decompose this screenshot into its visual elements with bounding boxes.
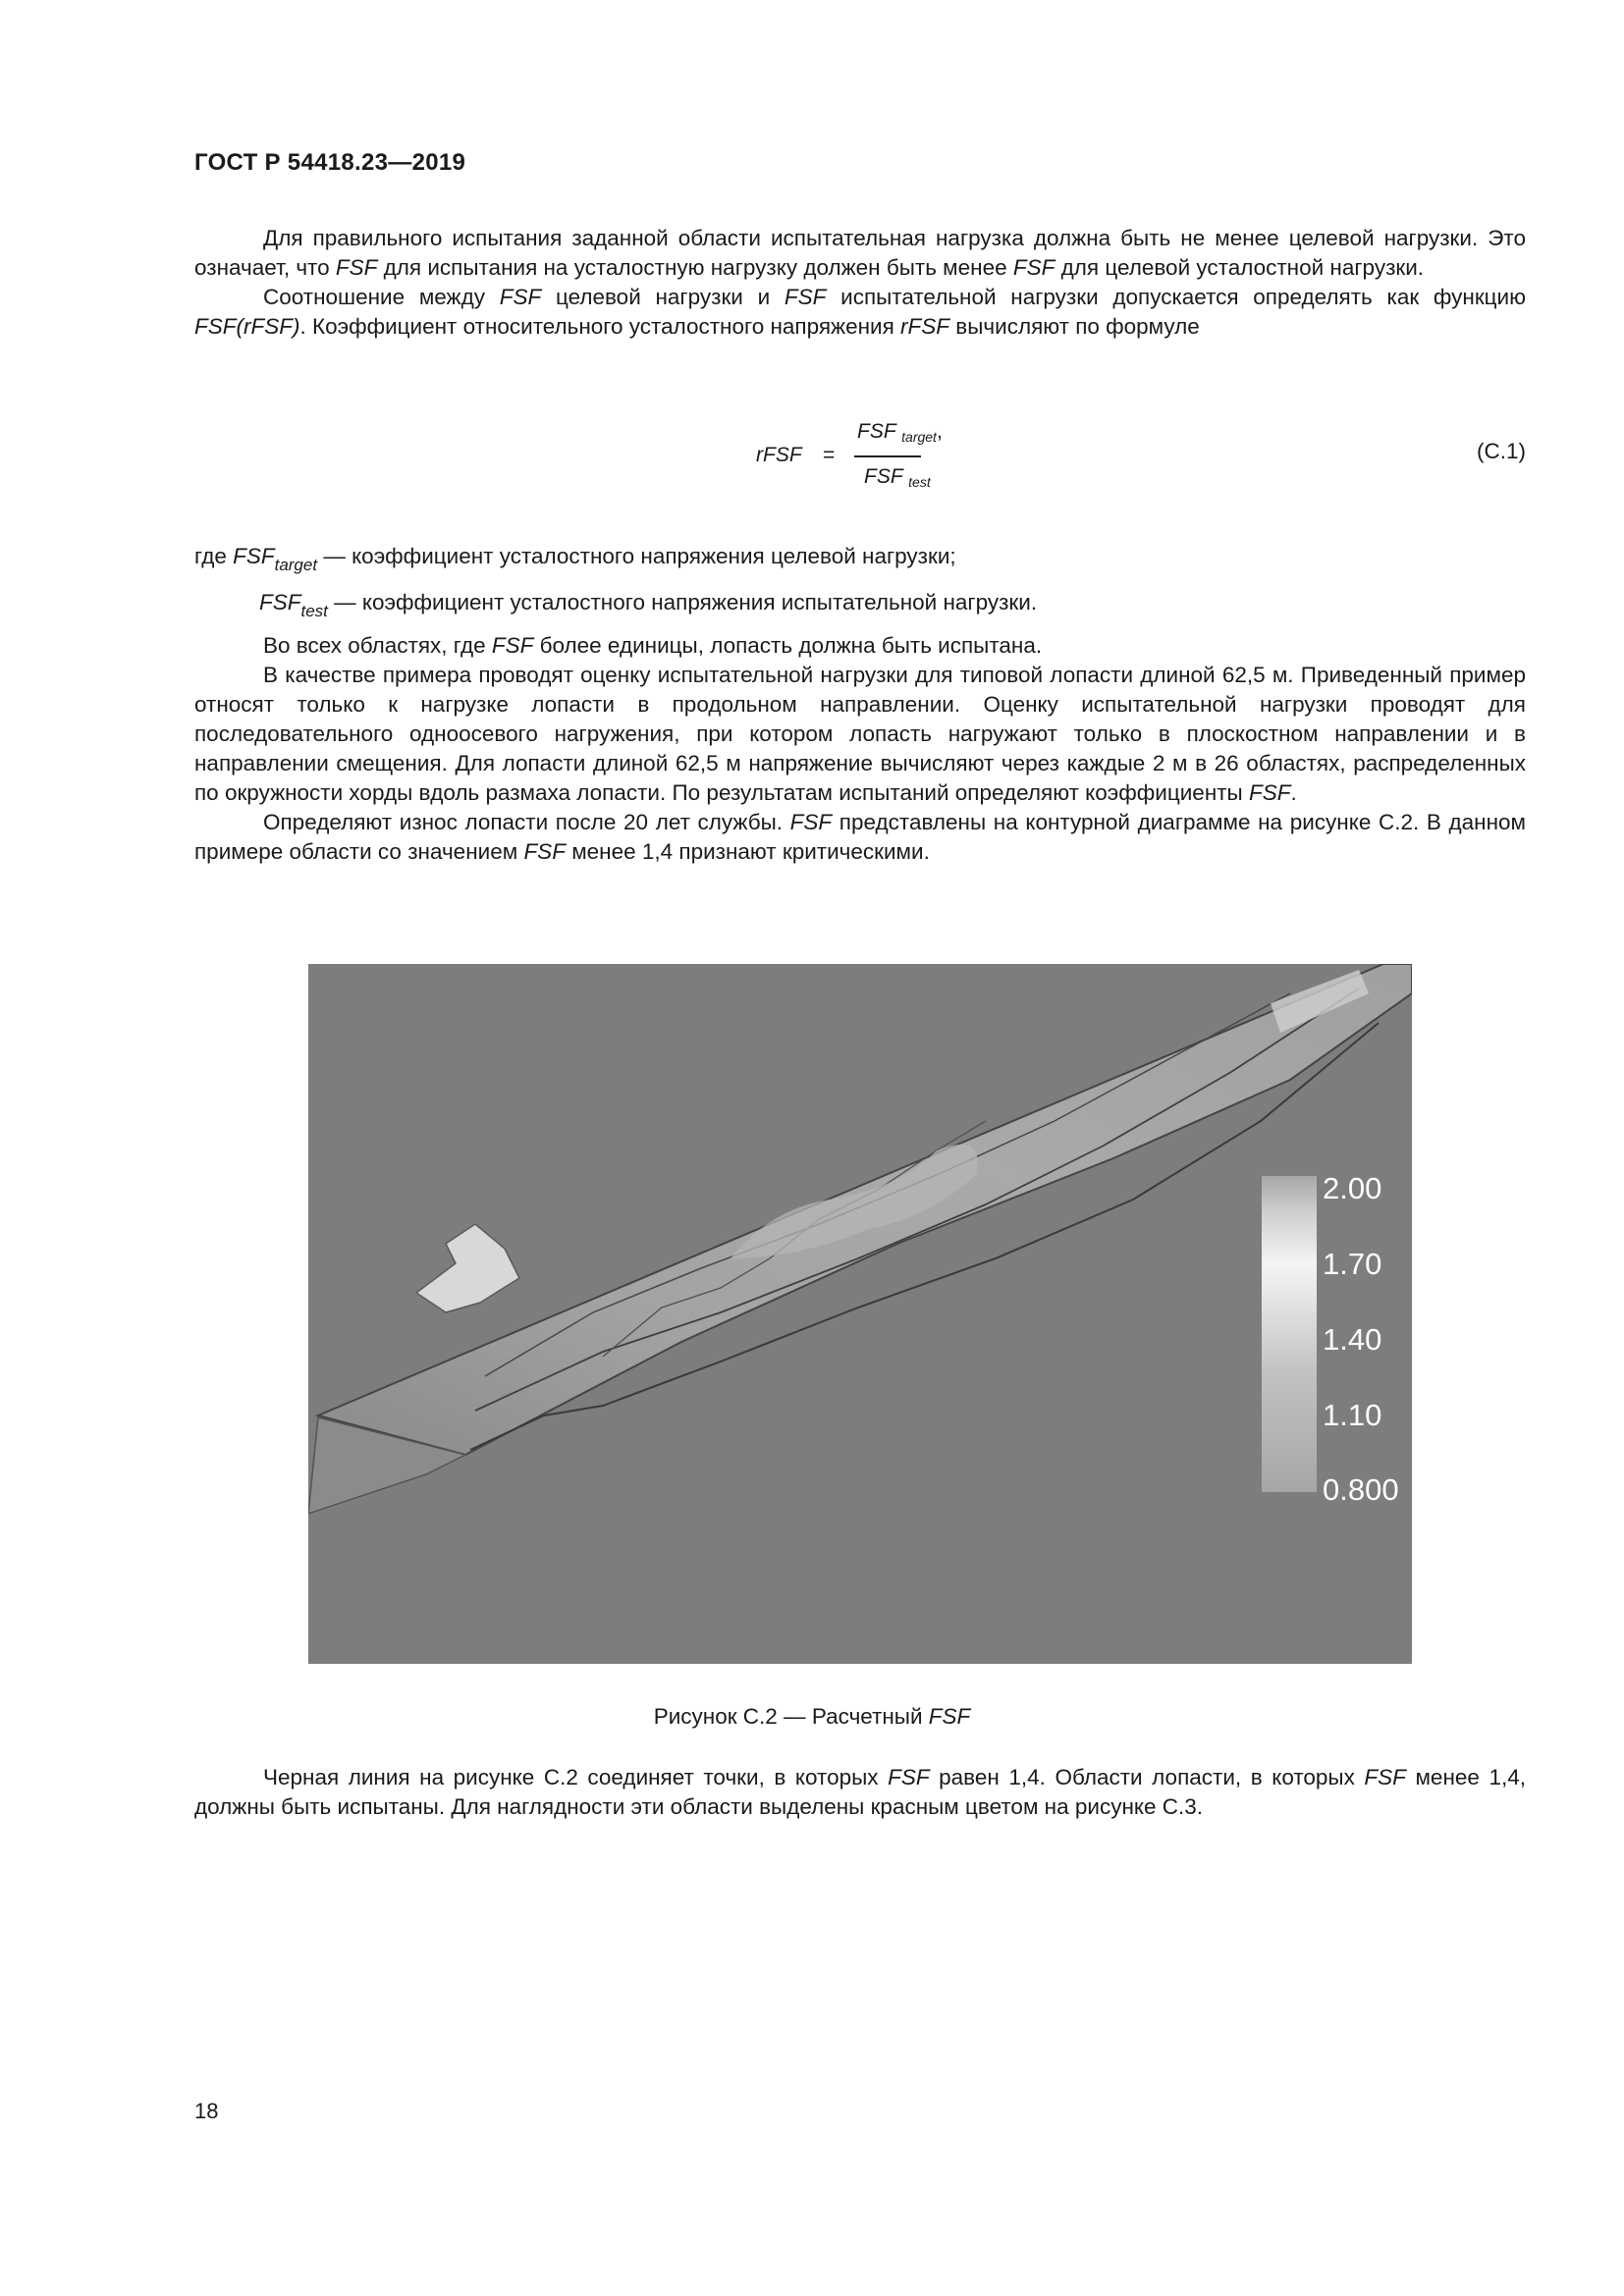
blade-contour-image <box>308 964 1412 1664</box>
colorbar-gradient <box>1262 1176 1317 1492</box>
legend-row-target: где $FSF_{target}$ — коэффициент усталостного напряжения целевой нагрузки; <box>194 544 956 574</box>
figure-caption: Рисунок С.2 — Расчетный FSF <box>653 1704 971 1729</box>
colorbar-label-0-800: 0.800 <box>1323 1472 1399 1507</box>
paragraph-black-line: Черная линия на рисунке С.2 соединяет точки, в которых FSF равен 1,4. Области лопасти, в которых FSF менее 1,4, должны быть испытаны. Для наглядности эти области выделены красным цветом на рисунке С.3. <box>194 1765 1526 1819</box>
formula-legend <box>194 538 1037 630</box>
colorbar-label-2-00: 2.00 <box>1323 1171 1382 1205</box>
formula-lhs: rFSF <box>756 444 802 466</box>
formula-denominator: FSF $_{test}$ <box>864 465 931 490</box>
colorbar-label-1-40: 1.40 <box>1323 1322 1382 1357</box>
colorbar-label-1-70: 1.70 <box>1323 1247 1382 1281</box>
fraction-bar <box>854 455 921 457</box>
formula-numerator: FSF $_{target}$, <box>857 420 943 445</box>
fsf-contour-figure <box>308 964 1412 1664</box>
document-header: ГОСТ Р 54418.23—2019 <box>194 149 466 176</box>
paragraph-target-load: Для правильного испытания заданной области испытательная нагрузка должна быть не менее целевой нагрузки. Это означает, что FSF для испытания на усталостную нагрузку должен быть менее FSF для целевой усталостной нагрузки. Соотношение между FSF целевой нагрузки и FSF испытательной нагрузки допускается определять как функцию FSF(rFSF). Коэффициент относительного усталостного напряжения rFSF вычисляют по формуле <box>194 226 1527 339</box>
page-number: 18 <box>194 2099 219 2123</box>
legend-row-test: $FSF_{test}$ — коэффициент усталостного напряжения испытательной нагрузки. <box>259 590 1038 620</box>
paragraph-example: Во всех областях, где FSF более единицы, лопасть должна быть испытана. В качестве примера проводят оценку испытательной нагрузки для типовой лопасти длиной 62,5 м. Приведенный пример относят только к нагрузке лопасти в продольном направлении. Оценку испытательной нагрузки проводят для последовательного одноосевого нагружения, при котором лопасть нагружают только в плоскостном направлении и в направлении смещения. Для лопасти длиной 62,5 м напряжение вычисляют через каждые 2 м в 26 областях, распределенных по окружности хорды вдоль размаха лопасти. По результатам испытаний определяют коэффициенты FSF. Определяют износ лопасти после 20 лет службы. FSF представлены на контурной диаграмме на рисунке С.2. В данном примере области со значением FSF менее 1,4 признают критическими. <box>194 633 1526 864</box>
colorbar-label-1-10: 1.10 <box>1323 1398 1382 1432</box>
equation-number: (С.1) <box>1477 439 1526 463</box>
colorbar-scale <box>1262 1176 1317 1492</box>
formula-equals: = <box>823 444 836 466</box>
